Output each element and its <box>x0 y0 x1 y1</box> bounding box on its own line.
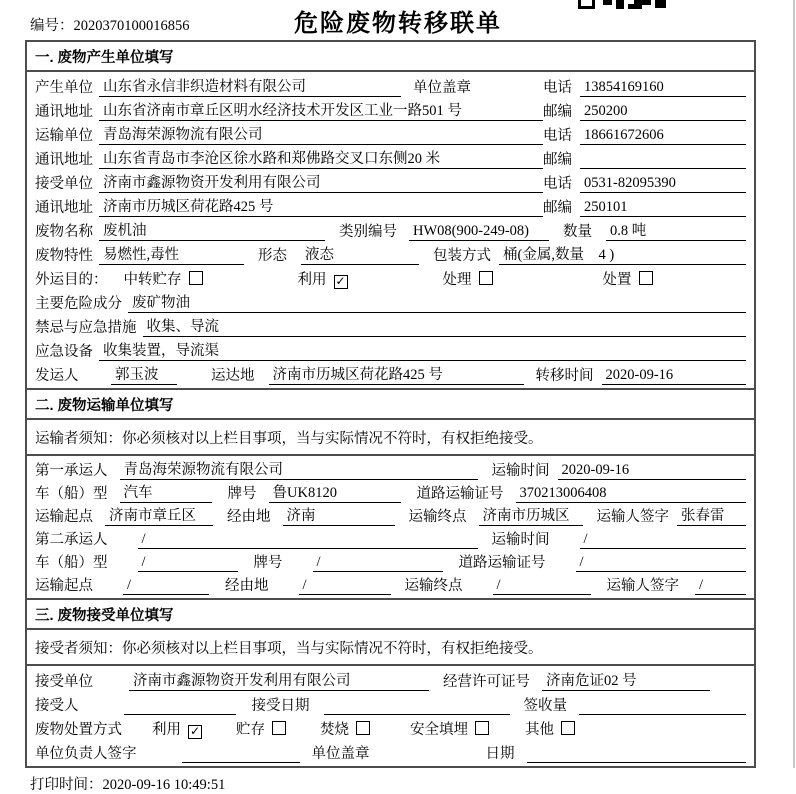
purpose-option-label: 处置 <box>602 272 632 288</box>
date-value <box>527 762 747 763</box>
row-producer <box>27 72 754 100</box>
row-disposal <box>27 718 754 742</box>
plate-label: 牌号 <box>227 486 257 502</box>
vehicle2-value: / <box>138 554 238 572</box>
route2-start-value: / <box>123 577 209 595</box>
permit-value: 济南危证02 号 <box>542 669 710 691</box>
row-consignor <box>27 364 754 388</box>
purpose-option-label: 中转贮存 <box>123 272 182 288</box>
accept-date-label: 接受日期 <box>251 698 310 714</box>
accept-date-value <box>324 714 510 715</box>
serial-label: 编号： <box>30 18 74 34</box>
zip-label: 邮编 <box>543 104 572 120</box>
row-route2 <box>27 575 754 598</box>
row-receiver-address <box>27 196 754 220</box>
print-time-label: 打印时间： <box>30 777 103 793</box>
section-receive <box>27 600 754 766</box>
dest-value: 济南市历城区荷花路425 号 <box>269 363 524 385</box>
checkbox-storage <box>189 271 203 285</box>
sign-label: 运输人签字 <box>596 509 669 525</box>
qty-label: 数量 <box>563 224 592 240</box>
phone-label: 电话 <box>543 176 572 192</box>
sign-value: / <box>695 577 746 595</box>
checkbox-utilize: ✓ <box>189 724 201 738</box>
transport-notice: 运输者须知：你必须核对以上栏目事项，当与实际情况不符时，有权拒绝接受。 <box>27 420 754 456</box>
carrier1-label: 第一承运人 <box>35 463 108 479</box>
carrier1-value: 青岛海荣源物流有限公司 <box>120 458 478 480</box>
property-label: 废物特性 <box>35 248 93 264</box>
consignor-label: 发运人 <box>35 368 79 384</box>
via-label: 经由地 <box>227 509 271 525</box>
license-label: 道路运输证号 <box>458 555 546 571</box>
checkbox-treat <box>479 271 493 285</box>
page-title: 危险废物转移联单 <box>294 10 502 37</box>
seal-label: 单位盖章 <box>413 80 471 96</box>
purpose-option-storage <box>124 268 203 289</box>
pack-label: 包装方式 <box>433 248 491 264</box>
phone-label: 电话 <box>543 128 572 144</box>
vehicle1-label: 车（船）型 <box>35 486 108 502</box>
route1-start-value: 济南市章丘区 <box>105 504 213 526</box>
purpose-option-treat <box>443 268 493 289</box>
row-waste-property <box>27 244 754 268</box>
row-purpose <box>27 268 754 292</box>
receipt-qty-label: 签收量 <box>523 698 567 714</box>
row-transporter-address <box>27 148 754 172</box>
row-emergency-equipment <box>27 340 754 364</box>
row-acceptor <box>27 694 754 718</box>
signature-value <box>182 762 300 763</box>
zip-value: 250200 <box>580 103 746 121</box>
document-header <box>0 0 796 40</box>
section-transport <box>27 390 754 600</box>
carrier2-label: 第二承运人 <box>35 532 108 548</box>
sign-label: 运输人签字 <box>606 578 679 594</box>
row-transporter-address-left <box>35 147 543 169</box>
row-transporter-left <box>35 123 543 145</box>
disposal-option-store <box>236 718 286 739</box>
checkbox-other <box>561 721 575 735</box>
hazard-value: 废矿物油 <box>128 291 746 313</box>
zip-value: 250101 <box>580 199 746 217</box>
phone-value: 18661672606 <box>580 127 746 145</box>
section1-heading: 一. 废物产生单位填写 <box>27 42 754 72</box>
acceptor-value <box>124 714 236 715</box>
equipment-label: 应急设备 <box>35 344 93 360</box>
pack-value: 桶(金属,数量 4 ) <box>499 243 746 265</box>
disposal-option-label: 其他 <box>525 722 554 738</box>
address-label: 通讯地址 <box>35 200 93 216</box>
equipment-value: 收集装置，导流渠 <box>99 339 746 361</box>
time-label: 运输时间 <box>491 463 550 479</box>
signature-label: 单位负责人签字 <box>35 746 137 762</box>
purpose-label: 外运目的： <box>35 272 108 288</box>
checkbox-landfill <box>475 721 489 735</box>
checkbox-dispose <box>639 271 653 285</box>
checkbox-store <box>272 721 286 735</box>
measures-label: 禁忌与应急措施 <box>35 320 137 336</box>
qr-code-fragment-icon <box>578 0 666 9</box>
plate-label: 牌号 <box>253 555 283 571</box>
disposal-option-label: 焚烧 <box>320 722 349 738</box>
row-transporter <box>27 124 754 148</box>
unit-seal-label: 单位盖章 <box>311 746 370 762</box>
row-producer-address-left <box>35 99 543 121</box>
license-value: 370213006408 <box>516 485 747 503</box>
waste-name-label: 废物名称 <box>35 224 93 240</box>
row-emergency-measures <box>27 316 754 340</box>
receive-unit-value: 济南市鑫源物资开发利用有限公司 <box>129 669 429 691</box>
section-producer <box>27 42 754 390</box>
address-label: 通讯地址 <box>35 104 93 120</box>
row-producer-address <box>27 100 754 124</box>
row-receiver-address-left <box>35 195 543 217</box>
via-value: 济南 <box>283 504 395 526</box>
via-label: 经由地 <box>225 578 269 594</box>
print-time <box>30 773 796 794</box>
end-value: 济南市历城区 <box>479 504 583 526</box>
zip-label: 邮编 <box>543 200 572 216</box>
purpose-option-utilize <box>298 268 348 289</box>
time-label: 运输时间 <box>491 532 550 548</box>
form-value: 液态 <box>301 243 419 265</box>
address-value: 山东省济南市章丘区明水经济技术开发区工业一路501 号 <box>99 99 543 121</box>
row-vehicle2 <box>27 552 754 575</box>
producer-label: 产生单位 <box>35 80 93 96</box>
transporter-value: 青岛海荣源物流有限公司 <box>99 123 543 145</box>
row-producer-left <box>35 75 543 97</box>
purpose-option-label: 处理 <box>442 272 472 288</box>
disposal-label: 废物处置方式 <box>35 722 122 738</box>
disposal-option-incinerate <box>320 718 370 739</box>
end-label: 运输终点 <box>408 509 467 525</box>
qty-value: 0.8 吨 <box>606 219 746 241</box>
end-label: 运输终点 <box>404 578 463 594</box>
row-carrier1 <box>27 456 754 483</box>
zip-label: 邮编 <box>543 152 572 168</box>
route1-start-label: 运输起点 <box>35 509 93 525</box>
time-value: / <box>580 531 747 549</box>
phone-label: 电话 <box>543 80 572 96</box>
date-label: 日期 <box>485 746 515 762</box>
receive-notice: 接受者须知：你必须核对以上栏目事项，当与实际情况不符时，有权拒绝接受。 <box>27 630 754 666</box>
row-receiver <box>27 172 754 196</box>
license-value: / <box>576 554 747 572</box>
address-value: 济南市历城区荷花路425 号 <box>99 195 543 217</box>
transfer-time-label: 转移时间 <box>535 368 594 384</box>
row-signature <box>27 742 754 766</box>
license-label: 道路运输证号 <box>416 486 504 502</box>
checkbox-incinerate <box>356 721 370 735</box>
property-value: 易燃性,毒性 <box>99 243 244 265</box>
row-receiver-left <box>35 171 543 193</box>
row-carrier2 <box>27 529 754 552</box>
carrier2-value: / <box>138 531 478 549</box>
row-hazard <box>27 292 754 316</box>
row-receive-unit <box>27 666 754 694</box>
section2-heading: 二. 废物运输单位填写 <box>27 390 754 420</box>
plate-value: 鲁UK8120 <box>269 481 401 503</box>
manifest-table <box>25 40 756 768</box>
sign-value: 张春雷 <box>677 504 746 526</box>
disposal-option-label: 贮存 <box>236 722 265 738</box>
address-value: 山东省青岛市李沧区徐水路和郑佛路交叉口东侧20 米 <box>99 147 543 169</box>
disposal-option-label: 利用 <box>152 722 181 738</box>
disposal-option-utilize <box>152 718 202 739</box>
address-label: 通讯地址 <box>35 152 93 168</box>
transfer-time-value: 2020-09-16 <box>602 367 747 385</box>
serial-value: 2020370100016856 <box>73 18 190 34</box>
plate-value: / <box>313 554 443 572</box>
producer-value: 山东省永信非织造材料有限公司 <box>99 75 401 97</box>
print-time-value: 2020-09-16 10:49:51 <box>102 777 226 793</box>
zip-value <box>580 168 746 169</box>
measures-value: 收集、导流 <box>143 315 747 337</box>
disposal-option-other <box>525 718 575 739</box>
receipt-qty-value <box>579 714 746 715</box>
permit-label: 经营许可证号 <box>443 674 530 690</box>
vehicle2-label: 车（船）型 <box>35 555 108 571</box>
phone-value: 0531-82095390 <box>580 175 746 193</box>
purpose-option-dispose <box>603 268 653 289</box>
phone-value: 13854169160 <box>580 79 746 97</box>
receive-unit-label: 接受单位 <box>35 674 93 690</box>
purpose-option-label: 利用 <box>297 272 327 288</box>
page-right-edge <box>793 0 795 768</box>
code-label: 类别编号 <box>339 224 397 240</box>
end-value: / <box>493 577 591 595</box>
consignor-value: 郭玉波 <box>111 363 177 385</box>
row-route1 <box>27 506 754 529</box>
serial-number <box>30 14 190 35</box>
receiver-value: 济南市鑫源物资开发利用有限公司 <box>99 171 543 193</box>
dest-label: 运达地 <box>211 368 255 384</box>
receiver-label: 接受单位 <box>35 176 93 192</box>
row-waste-name <box>27 220 754 244</box>
vehicle1-value: 汽车 <box>120 481 212 503</box>
row-vehicle1 <box>27 483 754 506</box>
disposal-option-label: 安全填埋 <box>410 722 468 738</box>
hazard-label: 主要危险成分 <box>35 296 122 312</box>
code-value: HW08(900-249-08) <box>409 223 549 241</box>
time-value: 2020-09-16 <box>558 462 747 480</box>
disposal-option-landfill <box>410 718 489 739</box>
checkbox-utilize: ✓ <box>335 274 346 288</box>
form-label: 形态 <box>258 248 287 264</box>
waste-name-value: 废机油 <box>99 219 325 241</box>
route2-start-label: 运输起点 <box>35 578 93 594</box>
via-value: / <box>299 577 391 595</box>
acceptor-label: 接受人 <box>35 698 79 714</box>
transporter-label: 运输单位 <box>35 128 93 144</box>
section3-heading: 三. 废物接受单位填写 <box>27 600 754 630</box>
